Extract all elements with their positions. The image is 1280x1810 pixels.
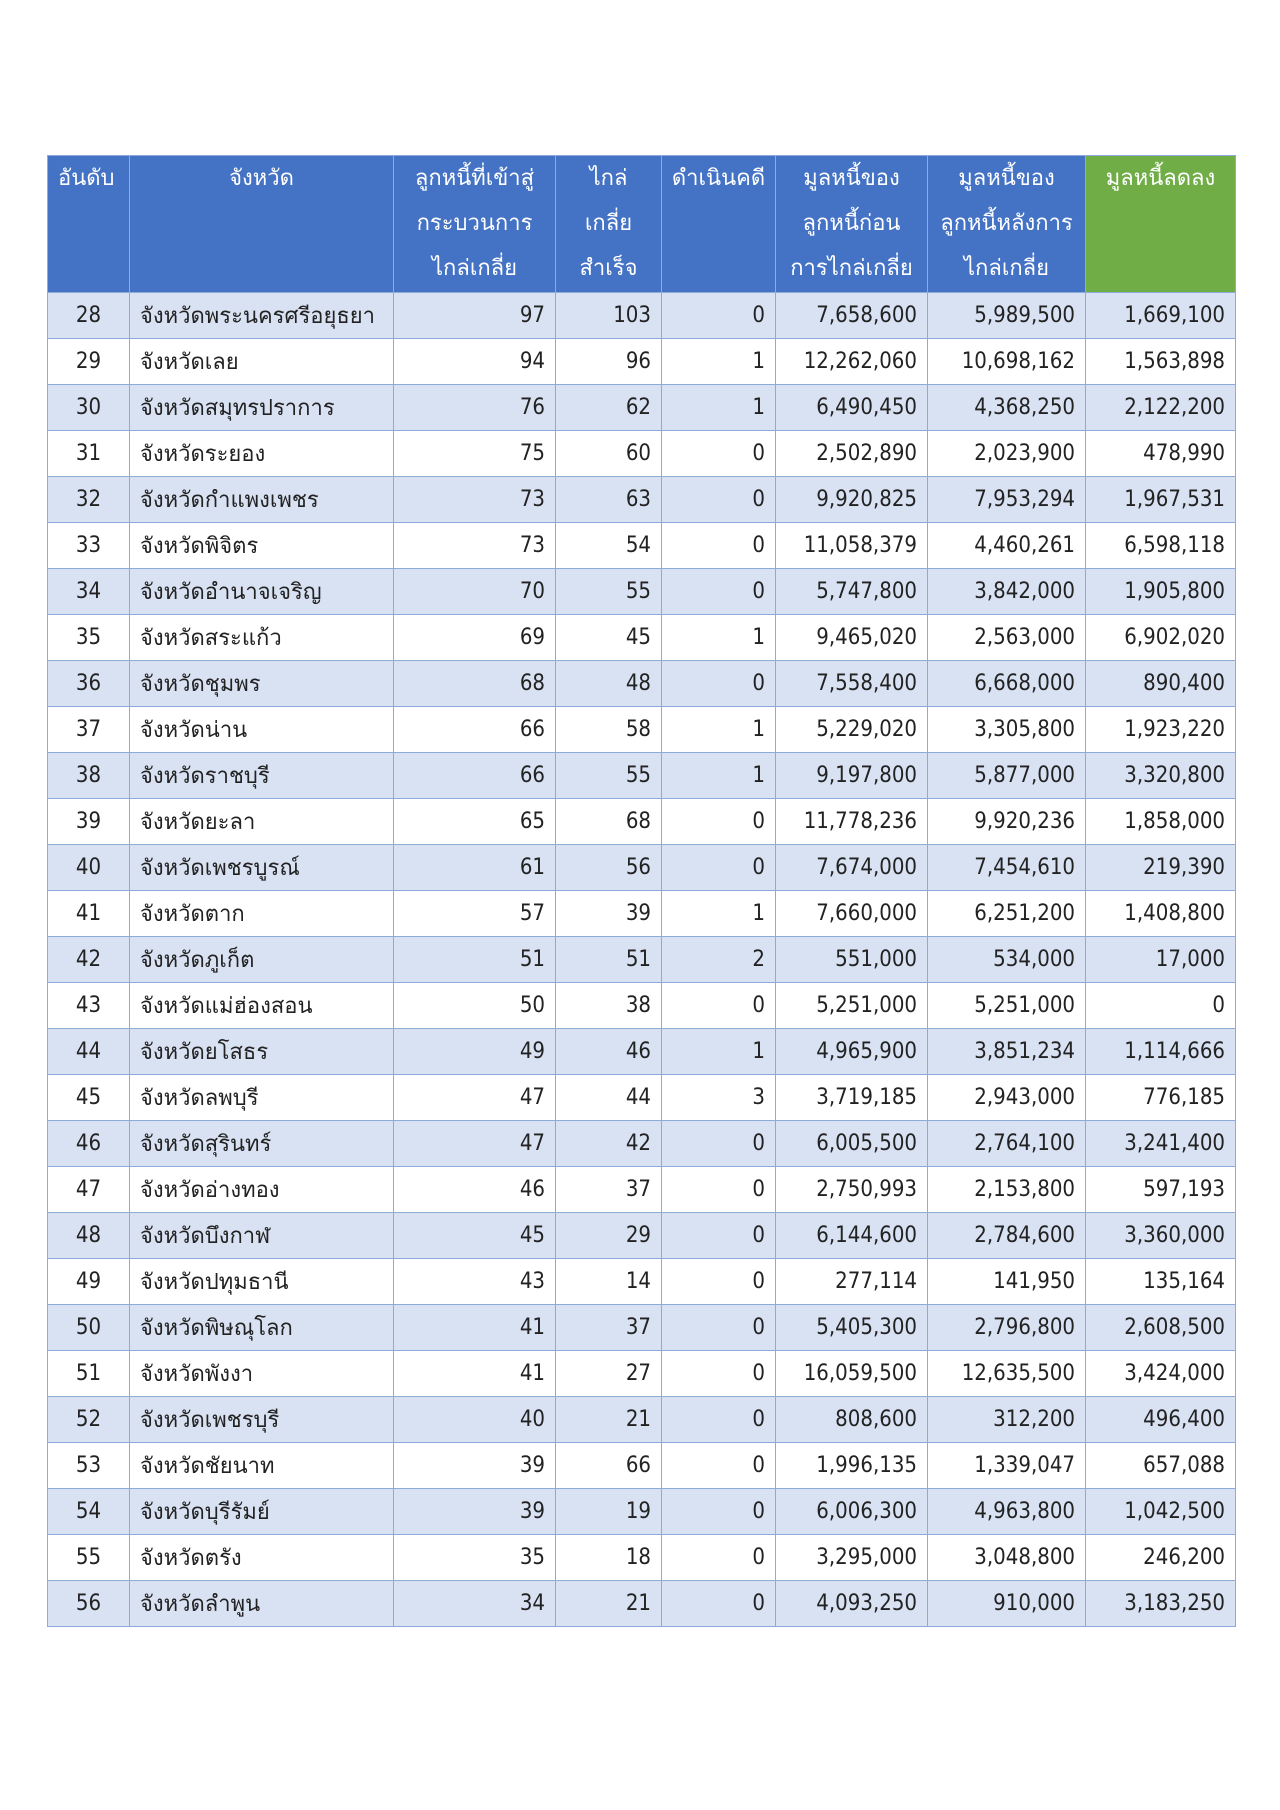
- debtors-entered-cell: 39: [394, 1489, 556, 1535]
- mediation-success-cell: 63: [556, 477, 662, 523]
- litigation-cell: 0: [662, 569, 776, 615]
- mediation-table-container: [47, 155, 1235, 1627]
- mediation-results-table: [47, 155, 1236, 1627]
- debt-before-cell: 7,660,000: [776, 891, 928, 937]
- litigation-cell: 0: [662, 845, 776, 891]
- rank-cell: 41: [48, 891, 130, 937]
- header-rank: อันดับ: [48, 156, 130, 293]
- debt-after-cell: 2,023,900: [928, 431, 1086, 477]
- debt-reduced-cell: 219,390: [1086, 845, 1236, 891]
- debt-before-cell: 11,778,236: [776, 799, 928, 845]
- debt-after-cell: 7,454,610: [928, 845, 1086, 891]
- table-row: [48, 1535, 1236, 1581]
- rank-cell: 42: [48, 937, 130, 983]
- province-cell: จังหวัดสมุทรปราการ: [130, 385, 394, 431]
- debtors-entered-cell: 75: [394, 431, 556, 477]
- table-row: [48, 983, 1236, 1029]
- debt-after-cell: 2,764,100: [928, 1121, 1086, 1167]
- debt-before-cell: 3,719,185: [776, 1075, 928, 1121]
- debt-after-cell: 3,851,234: [928, 1029, 1086, 1075]
- province-cell: จังหวัดกำแพงเพชร: [130, 477, 394, 523]
- debt-after-cell: 4,460,261: [928, 523, 1086, 569]
- mediation-success-cell: 58: [556, 707, 662, 753]
- litigation-cell: 1: [662, 891, 776, 937]
- debt-after-cell: 4,368,250: [928, 385, 1086, 431]
- debtors-entered-cell: 45: [394, 1213, 556, 1259]
- mediation-success-cell: 60: [556, 431, 662, 477]
- debt-reduced-cell: 17,000: [1086, 937, 1236, 983]
- debt-reduced-cell: 2,608,500: [1086, 1305, 1236, 1351]
- mediation-success-cell: 54: [556, 523, 662, 569]
- debt-reduced-cell: 3,320,800: [1086, 753, 1236, 799]
- rank-cell: 36: [48, 661, 130, 707]
- table-row: [48, 1259, 1236, 1305]
- debt-before-cell: 4,965,900: [776, 1029, 928, 1075]
- debt-before-cell: 5,747,800: [776, 569, 928, 615]
- debt-reduced-cell: 1,042,500: [1086, 1489, 1236, 1535]
- mediation-success-cell: 42: [556, 1121, 662, 1167]
- debtors-entered-cell: 68: [394, 661, 556, 707]
- debt-reduced-cell: 776,185: [1086, 1075, 1236, 1121]
- debt-before-cell: 7,558,400: [776, 661, 928, 707]
- debtors-entered-cell: 41: [394, 1305, 556, 1351]
- province-cell: จังหวัดลำพูน: [130, 1581, 394, 1627]
- mediation-success-cell: 55: [556, 753, 662, 799]
- debt-reduced-cell: 135,164: [1086, 1259, 1236, 1305]
- debtors-entered-cell: 76: [394, 385, 556, 431]
- rank-cell: 32: [48, 477, 130, 523]
- mediation-success-cell: 29: [556, 1213, 662, 1259]
- header-mediation-success: ไกล่ เกลี่ย สำเร็จ: [556, 156, 662, 293]
- rank-cell: 34: [48, 569, 130, 615]
- debtors-entered-cell: 94: [394, 339, 556, 385]
- debtors-entered-cell: 69: [394, 615, 556, 661]
- debt-reduced-cell: 657,088: [1086, 1443, 1236, 1489]
- table-row: [48, 707, 1236, 753]
- debt-before-cell: 7,658,600: [776, 293, 928, 339]
- litigation-cell: 0: [662, 1305, 776, 1351]
- litigation-cell: 0: [662, 293, 776, 339]
- table-row: [48, 1397, 1236, 1443]
- debt-before-cell: 6,144,600: [776, 1213, 928, 1259]
- debt-reduced-cell: 496,400: [1086, 1397, 1236, 1443]
- debt-before-cell: 5,229,020: [776, 707, 928, 753]
- litigation-cell: 0: [662, 1259, 776, 1305]
- litigation-cell: 0: [662, 1443, 776, 1489]
- table-row: [48, 937, 1236, 983]
- debt-after-cell: 1,339,047: [928, 1443, 1086, 1489]
- debtors-entered-cell: 50: [394, 983, 556, 1029]
- debt-after-cell: 2,784,600: [928, 1213, 1086, 1259]
- litigation-cell: 0: [662, 1489, 776, 1535]
- rank-cell: 28: [48, 293, 130, 339]
- debtors-entered-cell: 47: [394, 1121, 556, 1167]
- debt-before-cell: 6,005,500: [776, 1121, 928, 1167]
- province-cell: จังหวัดอำนาจเจริญ: [130, 569, 394, 615]
- rank-cell: 44: [48, 1029, 130, 1075]
- debt-after-cell: 6,668,000: [928, 661, 1086, 707]
- rank-cell: 48: [48, 1213, 130, 1259]
- table-row: [48, 1213, 1236, 1259]
- debt-before-cell: 6,490,450: [776, 385, 928, 431]
- debt-after-cell: 4,963,800: [928, 1489, 1086, 1535]
- province-cell: จังหวัดเลย: [130, 339, 394, 385]
- debtors-entered-cell: 40: [394, 1397, 556, 1443]
- litigation-cell: 1: [662, 385, 776, 431]
- rank-cell: 51: [48, 1351, 130, 1397]
- debt-reduced-cell: 478,990: [1086, 431, 1236, 477]
- litigation-cell: 0: [662, 431, 776, 477]
- debt-before-cell: 7,674,000: [776, 845, 928, 891]
- debtors-entered-cell: 39: [394, 1443, 556, 1489]
- debt-reduced-cell: 1,114,666: [1086, 1029, 1236, 1075]
- debt-before-cell: 5,405,300: [776, 1305, 928, 1351]
- litigation-cell: 0: [662, 477, 776, 523]
- province-cell: จังหวัดยะลา: [130, 799, 394, 845]
- litigation-cell: 1: [662, 753, 776, 799]
- table-row: [48, 523, 1236, 569]
- litigation-cell: 0: [662, 523, 776, 569]
- debtors-entered-cell: 66: [394, 707, 556, 753]
- debt-after-cell: 2,563,000: [928, 615, 1086, 661]
- rank-cell: 30: [48, 385, 130, 431]
- table-row: [48, 615, 1236, 661]
- debtors-entered-cell: 73: [394, 523, 556, 569]
- debt-reduced-cell: 1,905,800: [1086, 569, 1236, 615]
- litigation-cell: 1: [662, 339, 776, 385]
- mediation-success-cell: 14: [556, 1259, 662, 1305]
- debt-after-cell: 3,842,000: [928, 569, 1086, 615]
- province-cell: จังหวัดยโสธร: [130, 1029, 394, 1075]
- debt-before-cell: 1,996,135: [776, 1443, 928, 1489]
- mediation-success-cell: 103: [556, 293, 662, 339]
- province-cell: จังหวัดเพชรบูรณ์: [130, 845, 394, 891]
- province-cell: จังหวัดบุรีรัมย์: [130, 1489, 394, 1535]
- mediation-success-cell: 48: [556, 661, 662, 707]
- debt-after-cell: 6,251,200: [928, 891, 1086, 937]
- debt-before-cell: 551,000: [776, 937, 928, 983]
- debt-after-cell: 2,796,800: [928, 1305, 1086, 1351]
- debt-before-cell: 4,093,250: [776, 1581, 928, 1627]
- debt-after-cell: 2,153,800: [928, 1167, 1086, 1213]
- mediation-success-cell: 55: [556, 569, 662, 615]
- litigation-cell: 0: [662, 1351, 776, 1397]
- debt-reduced-cell: 6,902,020: [1086, 615, 1236, 661]
- province-cell: จังหวัดพิษณุโลก: [130, 1305, 394, 1351]
- debtors-entered-cell: 49: [394, 1029, 556, 1075]
- debt-after-cell: 10,698,162: [928, 339, 1086, 385]
- header-province: จังหวัด: [130, 156, 394, 293]
- province-cell: จังหวัดปทุมธานี: [130, 1259, 394, 1305]
- province-cell: จังหวัดระยอง: [130, 431, 394, 477]
- debt-before-cell: 16,059,500: [776, 1351, 928, 1397]
- debt-after-cell: 910,000: [928, 1581, 1086, 1627]
- table-row: [48, 1121, 1236, 1167]
- debt-after-cell: 5,251,000: [928, 983, 1086, 1029]
- province-cell: จังหวัดน่าน: [130, 707, 394, 753]
- rank-cell: 54: [48, 1489, 130, 1535]
- table-row: [48, 845, 1236, 891]
- table-header-row: [48, 156, 1236, 293]
- debt-before-cell: 277,114: [776, 1259, 928, 1305]
- rank-cell: 31: [48, 431, 130, 477]
- debt-reduced-cell: 3,360,000: [1086, 1213, 1236, 1259]
- mediation-success-cell: 56: [556, 845, 662, 891]
- rank-cell: 53: [48, 1443, 130, 1489]
- debt-before-cell: 9,465,020: [776, 615, 928, 661]
- province-cell: จังหวัดบึงกาฬ: [130, 1213, 394, 1259]
- debt-reduced-cell: 246,200: [1086, 1535, 1236, 1581]
- litigation-cell: 1: [662, 707, 776, 753]
- province-cell: จังหวัดพังงา: [130, 1351, 394, 1397]
- litigation-cell: 0: [662, 1213, 776, 1259]
- header-debtors-entered: ลูกหนี้ที่เข้าสู่ กระบวนการ ไกล่เกลี่ย: [394, 156, 556, 293]
- mediation-success-cell: 19: [556, 1489, 662, 1535]
- litigation-cell: 0: [662, 1167, 776, 1213]
- debt-after-cell: 141,950: [928, 1259, 1086, 1305]
- province-cell: จังหวัดลพบุรี: [130, 1075, 394, 1121]
- rank-cell: 39: [48, 799, 130, 845]
- litigation-cell: 0: [662, 1535, 776, 1581]
- debt-after-cell: 9,920,236: [928, 799, 1086, 845]
- rank-cell: 55: [48, 1535, 130, 1581]
- province-cell: จังหวัดตรัง: [130, 1535, 394, 1581]
- table-row: [48, 385, 1236, 431]
- debt-before-cell: 9,197,800: [776, 753, 928, 799]
- debtors-entered-cell: 34: [394, 1581, 556, 1627]
- header-debt-reduced: มูลหนี้ลดลง: [1086, 156, 1236, 293]
- debt-reduced-cell: 0: [1086, 983, 1236, 1029]
- litigation-cell: 0: [662, 983, 776, 1029]
- rank-cell: 33: [48, 523, 130, 569]
- debt-before-cell: 2,750,993: [776, 1167, 928, 1213]
- province-cell: จังหวัดชัยนาท: [130, 1443, 394, 1489]
- debt-after-cell: 5,989,500: [928, 293, 1086, 339]
- mediation-success-cell: 39: [556, 891, 662, 937]
- debt-reduced-cell: 2,122,200: [1086, 385, 1236, 431]
- debtors-entered-cell: 61: [394, 845, 556, 891]
- debt-after-cell: 5,877,000: [928, 753, 1086, 799]
- mediation-success-cell: 27: [556, 1351, 662, 1397]
- debt-before-cell: 5,251,000: [776, 983, 928, 1029]
- debt-reduced-cell: 890,400: [1086, 661, 1236, 707]
- header-litigation: ดำเนินคดี: [662, 156, 776, 293]
- litigation-cell: 0: [662, 1581, 776, 1627]
- debtors-entered-cell: 97: [394, 293, 556, 339]
- debt-before-cell: 6,006,300: [776, 1489, 928, 1535]
- province-cell: จังหวัดตาก: [130, 891, 394, 937]
- mediation-success-cell: 38: [556, 983, 662, 1029]
- table-row: [48, 569, 1236, 615]
- province-cell: จังหวัดอ่างทอง: [130, 1167, 394, 1213]
- rank-cell: 40: [48, 845, 130, 891]
- litigation-cell: 0: [662, 799, 776, 845]
- debt-reduced-cell: 1,923,220: [1086, 707, 1236, 753]
- debt-after-cell: 3,048,800: [928, 1535, 1086, 1581]
- table-row: [48, 1075, 1236, 1121]
- litigation-cell: 0: [662, 661, 776, 707]
- mediation-success-cell: 66: [556, 1443, 662, 1489]
- province-cell: จังหวัดภูเก็ต: [130, 937, 394, 983]
- table-row: [48, 661, 1236, 707]
- mediation-success-cell: 37: [556, 1167, 662, 1213]
- debt-after-cell: 12,635,500: [928, 1351, 1086, 1397]
- rank-cell: 43: [48, 983, 130, 1029]
- table-row: [48, 891, 1236, 937]
- mediation-success-cell: 18: [556, 1535, 662, 1581]
- rank-cell: 45: [48, 1075, 130, 1121]
- litigation-cell: 1: [662, 615, 776, 661]
- province-cell: จังหวัดราชบุรี: [130, 753, 394, 799]
- debt-after-cell: 312,200: [928, 1397, 1086, 1443]
- rank-cell: 29: [48, 339, 130, 385]
- litigation-cell: 1: [662, 1029, 776, 1075]
- debt-after-cell: 2,943,000: [928, 1075, 1086, 1121]
- litigation-cell: 0: [662, 1121, 776, 1167]
- debtors-entered-cell: 41: [394, 1351, 556, 1397]
- debt-reduced-cell: 1,858,000: [1086, 799, 1236, 845]
- mediation-success-cell: 96: [556, 339, 662, 385]
- table-row: [48, 753, 1236, 799]
- rank-cell: 56: [48, 1581, 130, 1627]
- debtors-entered-cell: 35: [394, 1535, 556, 1581]
- debt-reduced-cell: 3,183,250: [1086, 1581, 1236, 1627]
- rank-cell: 37: [48, 707, 130, 753]
- mediation-success-cell: 44: [556, 1075, 662, 1121]
- table-body: [48, 293, 1236, 1627]
- province-cell: จังหวัดแม่ฮ่องสอน: [130, 983, 394, 1029]
- province-cell: จังหวัดพระนครศรีอยุธยา: [130, 293, 394, 339]
- table-row: [48, 1167, 1236, 1213]
- rank-cell: 49: [48, 1259, 130, 1305]
- mediation-success-cell: 21: [556, 1581, 662, 1627]
- mediation-success-cell: 45: [556, 615, 662, 661]
- table-row: [48, 477, 1236, 523]
- mediation-success-cell: 37: [556, 1305, 662, 1351]
- debt-before-cell: 2,502,890: [776, 431, 928, 477]
- rank-cell: 38: [48, 753, 130, 799]
- debt-reduced-cell: 3,241,400: [1086, 1121, 1236, 1167]
- mediation-success-cell: 51: [556, 937, 662, 983]
- litigation-cell: 2: [662, 937, 776, 983]
- rank-cell: 50: [48, 1305, 130, 1351]
- header-debt-before: มูลหนี้ของ ลูกหนี้ก่อน การไกล่เกลี่ย: [776, 156, 928, 293]
- mediation-success-cell: 68: [556, 799, 662, 845]
- debtors-entered-cell: 66: [394, 753, 556, 799]
- debt-before-cell: 9,920,825: [776, 477, 928, 523]
- debtors-entered-cell: 73: [394, 477, 556, 523]
- debt-after-cell: 7,953,294: [928, 477, 1086, 523]
- province-cell: จังหวัดชุมพร: [130, 661, 394, 707]
- litigation-cell: 3: [662, 1075, 776, 1121]
- debt-reduced-cell: 3,424,000: [1086, 1351, 1236, 1397]
- debtors-entered-cell: 57: [394, 891, 556, 937]
- province-cell: จังหวัดสระแก้ว: [130, 615, 394, 661]
- debt-reduced-cell: 597,193: [1086, 1167, 1236, 1213]
- mediation-success-cell: 21: [556, 1397, 662, 1443]
- debt-after-cell: 3,305,800: [928, 707, 1086, 753]
- mediation-success-cell: 62: [556, 385, 662, 431]
- table-row: [48, 1029, 1236, 1075]
- debtors-entered-cell: 51: [394, 937, 556, 983]
- rank-cell: 47: [48, 1167, 130, 1213]
- debt-before-cell: 3,295,000: [776, 1535, 928, 1581]
- debt-before-cell: 808,600: [776, 1397, 928, 1443]
- debt-before-cell: 11,058,379: [776, 523, 928, 569]
- rank-cell: 46: [48, 1121, 130, 1167]
- debt-reduced-cell: 6,598,118: [1086, 523, 1236, 569]
- debtors-entered-cell: 65: [394, 799, 556, 845]
- table-row: [48, 799, 1236, 845]
- debt-after-cell: 534,000: [928, 937, 1086, 983]
- table-row: [48, 1351, 1236, 1397]
- table-row: [48, 339, 1236, 385]
- table-row: [48, 293, 1236, 339]
- table-row: [48, 1489, 1236, 1535]
- debt-before-cell: 12,262,060: [776, 339, 928, 385]
- table-row: [48, 1305, 1236, 1351]
- debtors-entered-cell: 43: [394, 1259, 556, 1305]
- table-row: [48, 1443, 1236, 1489]
- header-debt-after: มูลหนี้ของ ลูกหนี้หลังการ ไกล่เกลี่ย: [928, 156, 1086, 293]
- debtors-entered-cell: 70: [394, 569, 556, 615]
- rank-cell: 52: [48, 1397, 130, 1443]
- table-row: [48, 431, 1236, 477]
- rank-cell: 35: [48, 615, 130, 661]
- debt-reduced-cell: 1,563,898: [1086, 339, 1236, 385]
- debtors-entered-cell: 47: [394, 1075, 556, 1121]
- mediation-success-cell: 46: [556, 1029, 662, 1075]
- province-cell: จังหวัดพิจิตร: [130, 523, 394, 569]
- province-cell: จังหวัดเพชรบุรี: [130, 1397, 394, 1443]
- debt-reduced-cell: 1,408,800: [1086, 891, 1236, 937]
- debt-reduced-cell: 1,669,100: [1086, 293, 1236, 339]
- table-row: [48, 1581, 1236, 1627]
- debt-reduced-cell: 1,967,531: [1086, 477, 1236, 523]
- province-cell: จังหวัดสุรินทร์: [130, 1121, 394, 1167]
- debtors-entered-cell: 46: [394, 1167, 556, 1213]
- litigation-cell: 0: [662, 1397, 776, 1443]
